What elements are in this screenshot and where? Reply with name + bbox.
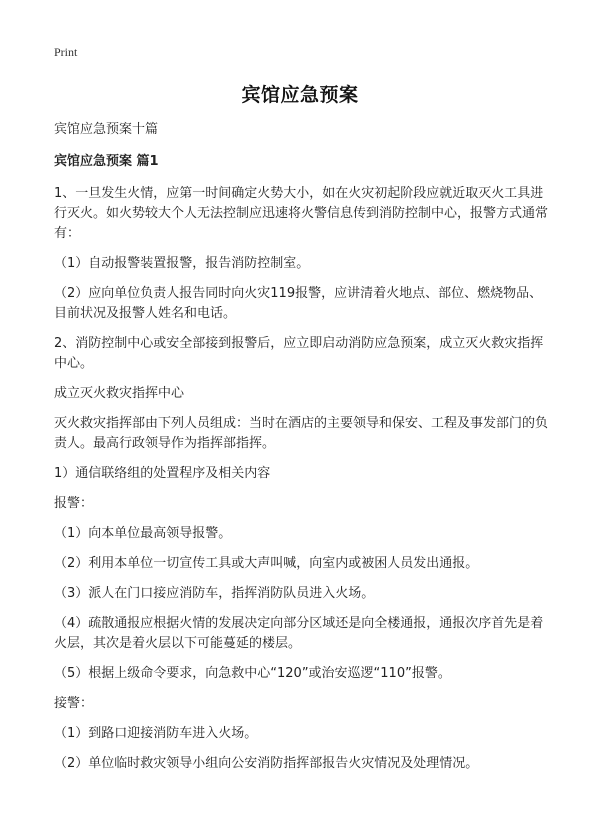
document-body: [54, 120, 548, 784]
paragraph: （5）根据上级命令要求，向急救中心“120”或治安巡逻“110”报警。: [54, 666, 451, 681]
paragraph: 2、消防控制中心或安全部接到报警后，应立即启动消防应急预案，成立灭火救灾指挥中心。: [54, 336, 544, 371]
paragraph: （1）向本单位最高领导报警。: [54, 526, 232, 541]
paragraph: （3）派人在门口接应消防车，指挥消防队员进入火场。: [54, 586, 375, 601]
paragraph: （2）利用本单位一切宣传工具或大声叫喊，向室内或被困人员发出通报。: [54, 556, 479, 571]
print-label: Print: [54, 45, 78, 59]
document-subtitle: 宾馆应急预案十篇: [54, 122, 159, 137]
paragraph: 1）通信联络组的处置程序及相关内容: [54, 466, 271, 481]
paragraph: （1）到路口迎接消防车进入火场。: [54, 726, 258, 741]
paragraph: 成立灭火救灾指挥中心: [54, 386, 185, 401]
paragraph: 接警：: [54, 696, 94, 711]
document-title: 宾馆应急预案: [241, 84, 359, 106]
paragraph: （2）应向单位负责人报告同时向火灾119报警，应讲清着火地点、部位、燃烧物品、目前状况及报警人姓名和电话。: [54, 286, 543, 321]
section-heading: 宾馆应急预案 篇1: [54, 154, 159, 169]
paragraph: （1）自动报警装置报警，报告消防控制室。: [54, 256, 310, 271]
paragraph: （4）疏散通报应根据火情的发展决定向部分区域还是向全楼通报，通报次序首先是着火层，其次是着火层以下可能蔓延的楼层。: [54, 616, 544, 651]
paragraph: 1、一旦发生火情，应第一时间确定火势大小，如在火灾初起阶段应就近取灭火工具进行灭火。如火势较大个人无法控制应迅速将火警信息传到消防控制中心，报警方式通常有：: [54, 186, 549, 241]
paragraph: 灭火救灾指挥部由下列人员组成：当时在酒店的主要领导和保安、工程及事发部门的负责人。最高行政领导作为指挥部指挥。: [54, 416, 549, 451]
paragraph: 报警：: [54, 496, 94, 511]
paragraph: （2）单位临时救灾领导小组向公安消防指挥部报告火灾情况及处理情况。: [54, 756, 479, 771]
